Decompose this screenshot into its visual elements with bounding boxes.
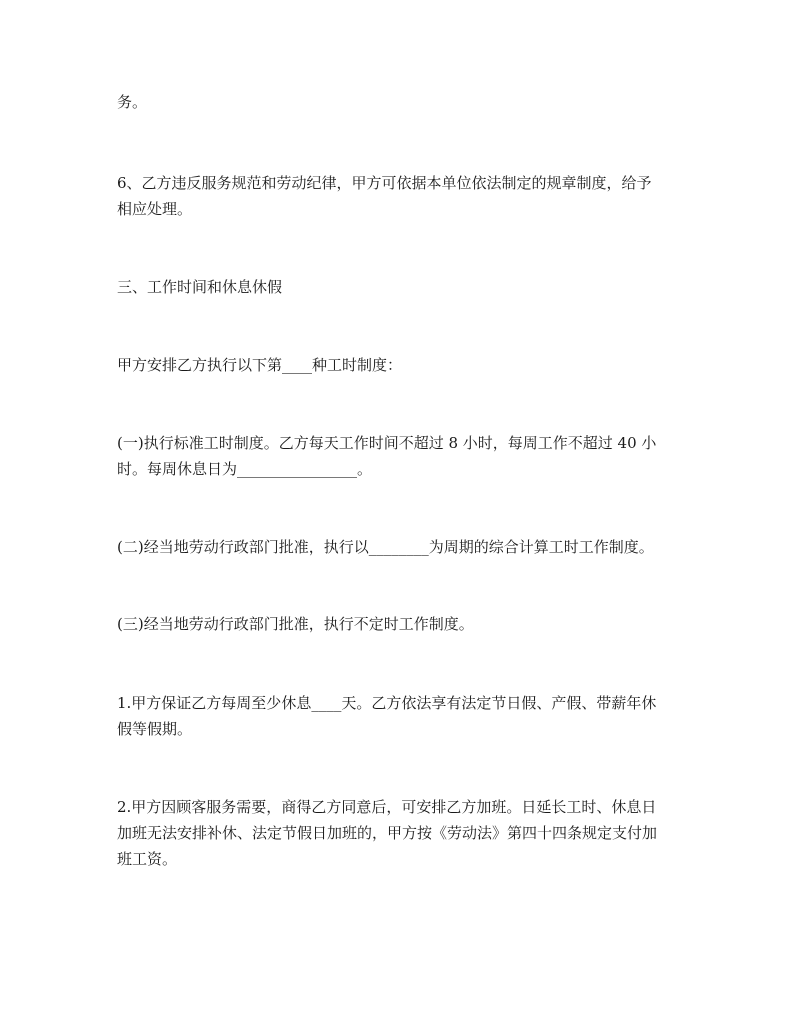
- section-heading-work-time: [117, 274, 677, 300]
- text-line: 6、乙方违反服务规范和劳动纪律，甲方可依据本单位依法制定的规章制度，给予: [117, 174, 652, 192]
- text-line: 班工资。: [117, 850, 178, 868]
- text-line: 相应处理。: [117, 200, 193, 218]
- text-line: 1.甲方保证乙方每周至少休息____天。乙方依法享有法定节日假、产假、带薪年休: [117, 694, 657, 712]
- text-line: 三、工作时间和休息休假: [117, 278, 283, 296]
- text-line: 务。: [117, 93, 148, 111]
- text-line: 甲方安排乙方执行以下第____种工时制度：: [117, 356, 403, 374]
- text-line: (二)经当地劳动行政部门批准，执行以________为周期的综合计算工时工作制度。: [117, 538, 654, 556]
- paragraph-continuation: [117, 89, 677, 115]
- text-line: 2.甲方因顾客服务需要，商得乙方同意后，可安排乙方加班。日延长工时、休息日: [117, 798, 657, 816]
- text-line: (三)经当地劳动行政部门批准，执行不定时工作制度。: [117, 615, 474, 633]
- paragraph-flexible-hours: [117, 611, 677, 637]
- text-line: 加班无法安排补休、法定节假日加班的，甲方按《劳动法》第四十四条规定支付加: [117, 824, 658, 842]
- text-line: (一)执行标准工时制度。乙方每天工作时间不超过 8 小时，每周工作不超过 40 小: [117, 434, 657, 452]
- paragraph-comprehensive-hours: [117, 534, 677, 560]
- paragraph-rest-days: [117, 690, 677, 742]
- paragraph-clause-6: [117, 170, 677, 222]
- paragraph-overtime: [117, 794, 677, 872]
- paragraph-work-hour-system: [117, 352, 677, 378]
- text-line: 时。每周休息日为________________。: [117, 460, 373, 478]
- paragraph-standard-hours: [117, 430, 677, 482]
- text-line: 假等假期。: [117, 720, 193, 738]
